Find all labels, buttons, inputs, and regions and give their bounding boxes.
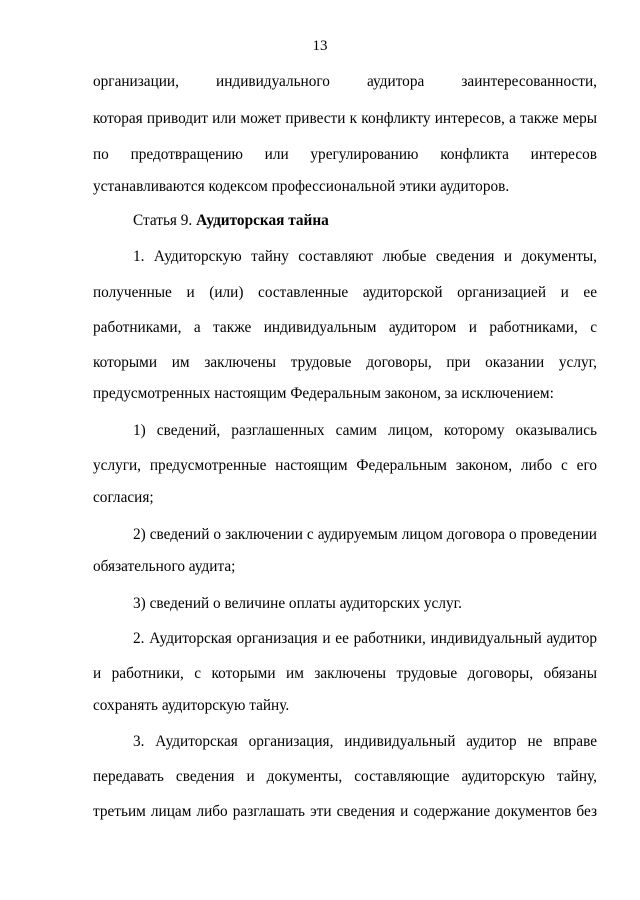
page-number: 13 (312, 38, 328, 54)
text-line: 2. Аудиторская организация и ее работники, индивидуальный аудитор (133, 630, 597, 647)
text-line: по предотвращению или урегулированию конфликта интересов (93, 146, 597, 163)
text-line: услуги, предусмотренные настоящим Федеральным законом, либо с его (93, 457, 597, 474)
article-heading (133, 211, 597, 231)
article-number: Статья 9. (133, 212, 197, 229)
text-line: обязательного аудита; (93, 558, 236, 575)
text-line: организации, индивидуального аудитора заинтересованности, (93, 73, 597, 90)
text-line: и работники, с которыми им заключены трудовые договоры, обязаны (93, 665, 597, 682)
text-line: предусмотренных настоящим Федеральным законом, за исключением: (93, 385, 554, 402)
text-line: передавать сведения и документы, составляющие аудиторскую тайну, (93, 768, 597, 785)
text-line: устанавливаются кодексом профессиональной этики аудиторов. (93, 178, 510, 195)
text-line: полученные и (или) составленные аудиторской организацией и ее (93, 284, 597, 301)
article-title: Аудиторская тайна (196, 212, 329, 229)
text-line: 1) сведений, разглашенных самим лицом, которому оказывались (133, 422, 597, 439)
text-line: 1. Аудиторскую тайну составляют любые сведения и документы, (133, 248, 597, 265)
text-line: согласия; (93, 489, 154, 506)
text-line: которая приводит или может привести к конфликту интересов, а также меры (93, 110, 597, 127)
text-line: 3) сведений о величине оплаты аудиторских услуг. (133, 595, 462, 612)
text-line: работниками, а также индивидуальным аудитором и работниками, с (93, 319, 597, 336)
text-line: сохранять аудиторскую тайну. (93, 697, 290, 714)
text-line: 2) сведений о заключении с аудируемым лицом договора о проведении (133, 526, 597, 543)
text-line: которыми им заключены трудовые договоры, при оказании услуг, (93, 354, 597, 371)
text-line: 3. Аудиторская организация, индивидуальный аудитор не вправе (133, 733, 597, 750)
text-line: третьим лицам либо разглашать эти сведения и содержание документов без (93, 803, 597, 820)
